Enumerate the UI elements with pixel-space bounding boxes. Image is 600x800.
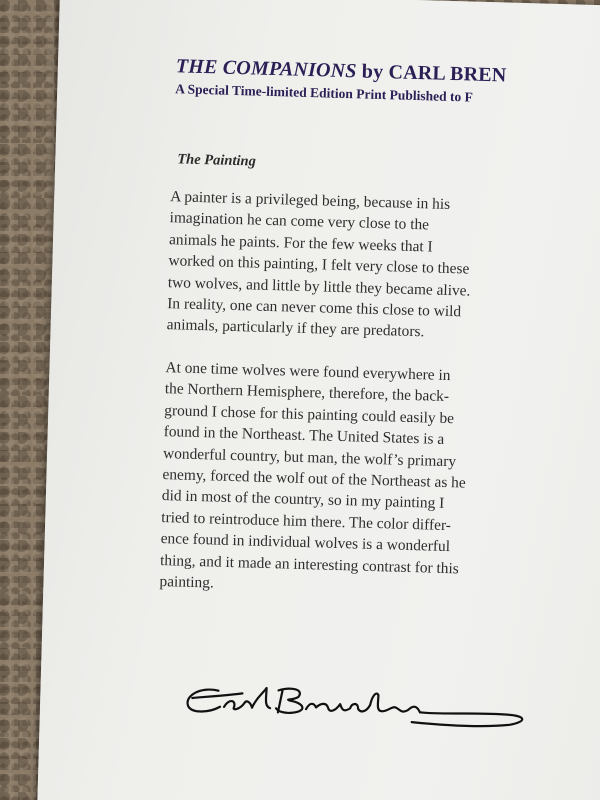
text-line: ence found in individual wolves is a wonderful [160, 530, 451, 556]
text-line: wonderful country, but man, the wolf’s primary [162, 444, 457, 470]
text-line: tried to reintroduce him there. The color differ- [161, 508, 452, 534]
document-sheet [37, 0, 600, 800]
artist-signature [179, 676, 541, 746]
text-line: In reality, one can never come this close to wild [167, 295, 462, 321]
text-line: enemy, forced the wolf out of the Northeast as he [162, 466, 466, 492]
paragraph-1 [166, 186, 570, 347]
text-line: imagination he can come very close to the [169, 209, 430, 234]
text-line: At one time wolves were found everywhere in [165, 359, 451, 385]
document-subtitle: A Special Time-limited Edition Print Published to F [175, 81, 474, 105]
text-line: thing, and it made an interesting contrast for this [159, 551, 460, 578]
title-rest: by CARL BREN [356, 60, 507, 87]
paragraph-2 [159, 357, 565, 604]
text-line: painting. [159, 573, 215, 592]
text-line: ground I chose for this painting could easily be [164, 401, 455, 427]
text-line: animals he paints. For the few weeks that I [168, 230, 433, 256]
text-line: two wolves, and little by little they became alive. [167, 273, 471, 300]
text-line: found in the Northeast. The United States is a [163, 423, 445, 449]
text-line: worked on this painting, I felt very close to these [168, 252, 470, 278]
title-italic: THE COMPANIONS [175, 55, 357, 83]
section-heading: The Painting [177, 151, 257, 170]
text-line: animals, particularly if they are predators. [166, 316, 425, 341]
text-line: did in most of the country, so in my painting I [161, 487, 445, 513]
text-line: the Northern Hemisphere, therefore, the back- [164, 380, 450, 406]
document-content [37, 0, 600, 800]
text-line: A painter is a privileged being, because in his [170, 188, 451, 213]
